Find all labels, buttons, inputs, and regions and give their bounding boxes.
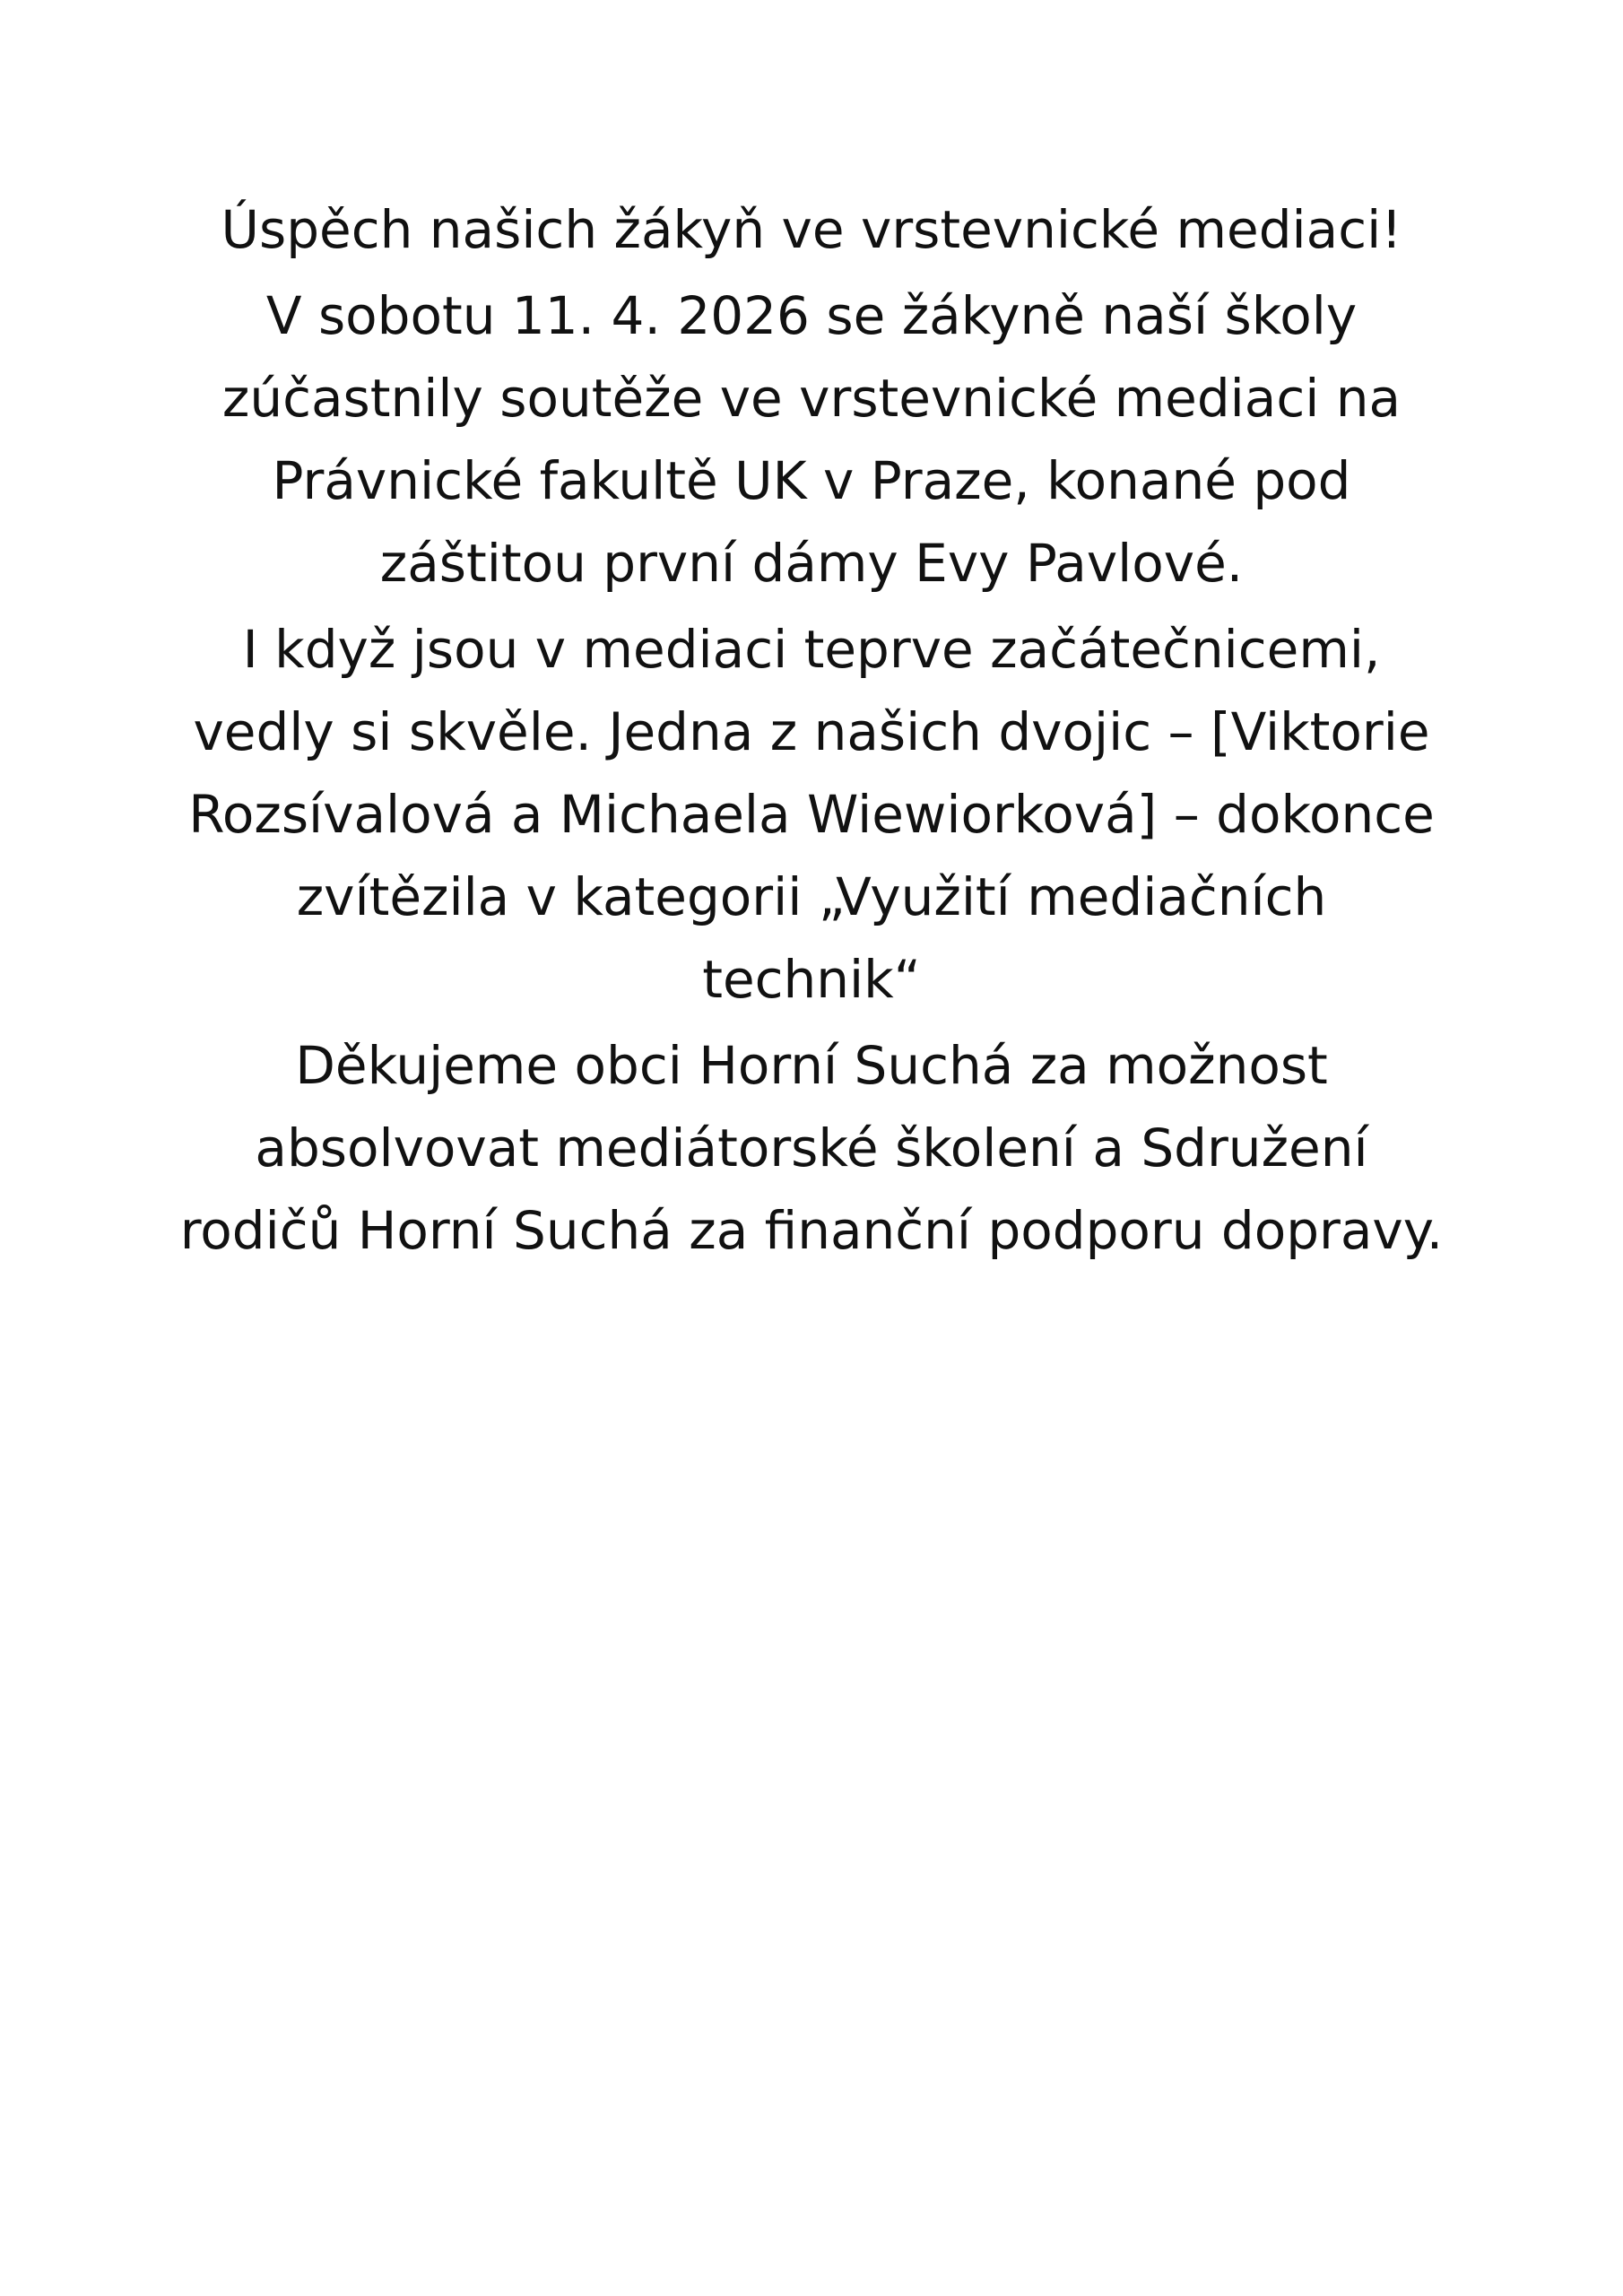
paragraph-line: zvítězila v kategorii „Využití mediačních [296, 866, 1327, 927]
paragraph-line: I když jsou v mediaci teprve začátečnicemi, [242, 619, 1381, 680]
paragraph-result [161, 608, 1462, 1021]
document-body [161, 188, 1462, 1275]
paragraph-line: zúčastnily soutěže ve vrstevnické mediaci na [221, 368, 1402, 429]
heading-line: Úspěch našich žákyň ve vrstevnické mediaci! [221, 199, 1402, 260]
paragraph-line: Rozsívalová a Michaela Wiewiorková] – dokonce [188, 784, 1435, 845]
paragraph-line: vedly si skvěle. Jedna z našich dvojic – [Viktorie [193, 701, 1430, 762]
paragraph-thanks [161, 1024, 1462, 1272]
paragraph-line: rodičů Horní Suchá za finanční podporu dopravy. [179, 1200, 1444, 1261]
paragraph-line: V sobotu 11. 4. 2026 se žákyně naší školy [265, 285, 1358, 346]
paragraph-line: absolvovat mediátorské školení a Sdružení [255, 1118, 1368, 1178]
paragraph-line: záštitou první dámy Evy Pavlové. [379, 533, 1244, 594]
paragraph-line: Děkujeme obci Horní Suchá za možnost [295, 1035, 1328, 1096]
document-heading [161, 188, 1462, 271]
paragraph-event [161, 274, 1462, 604]
paragraph-line: Právnické fakultě UK v Praze, konané pod [272, 450, 1351, 511]
paragraph-line: technik“ [702, 949, 921, 1010]
